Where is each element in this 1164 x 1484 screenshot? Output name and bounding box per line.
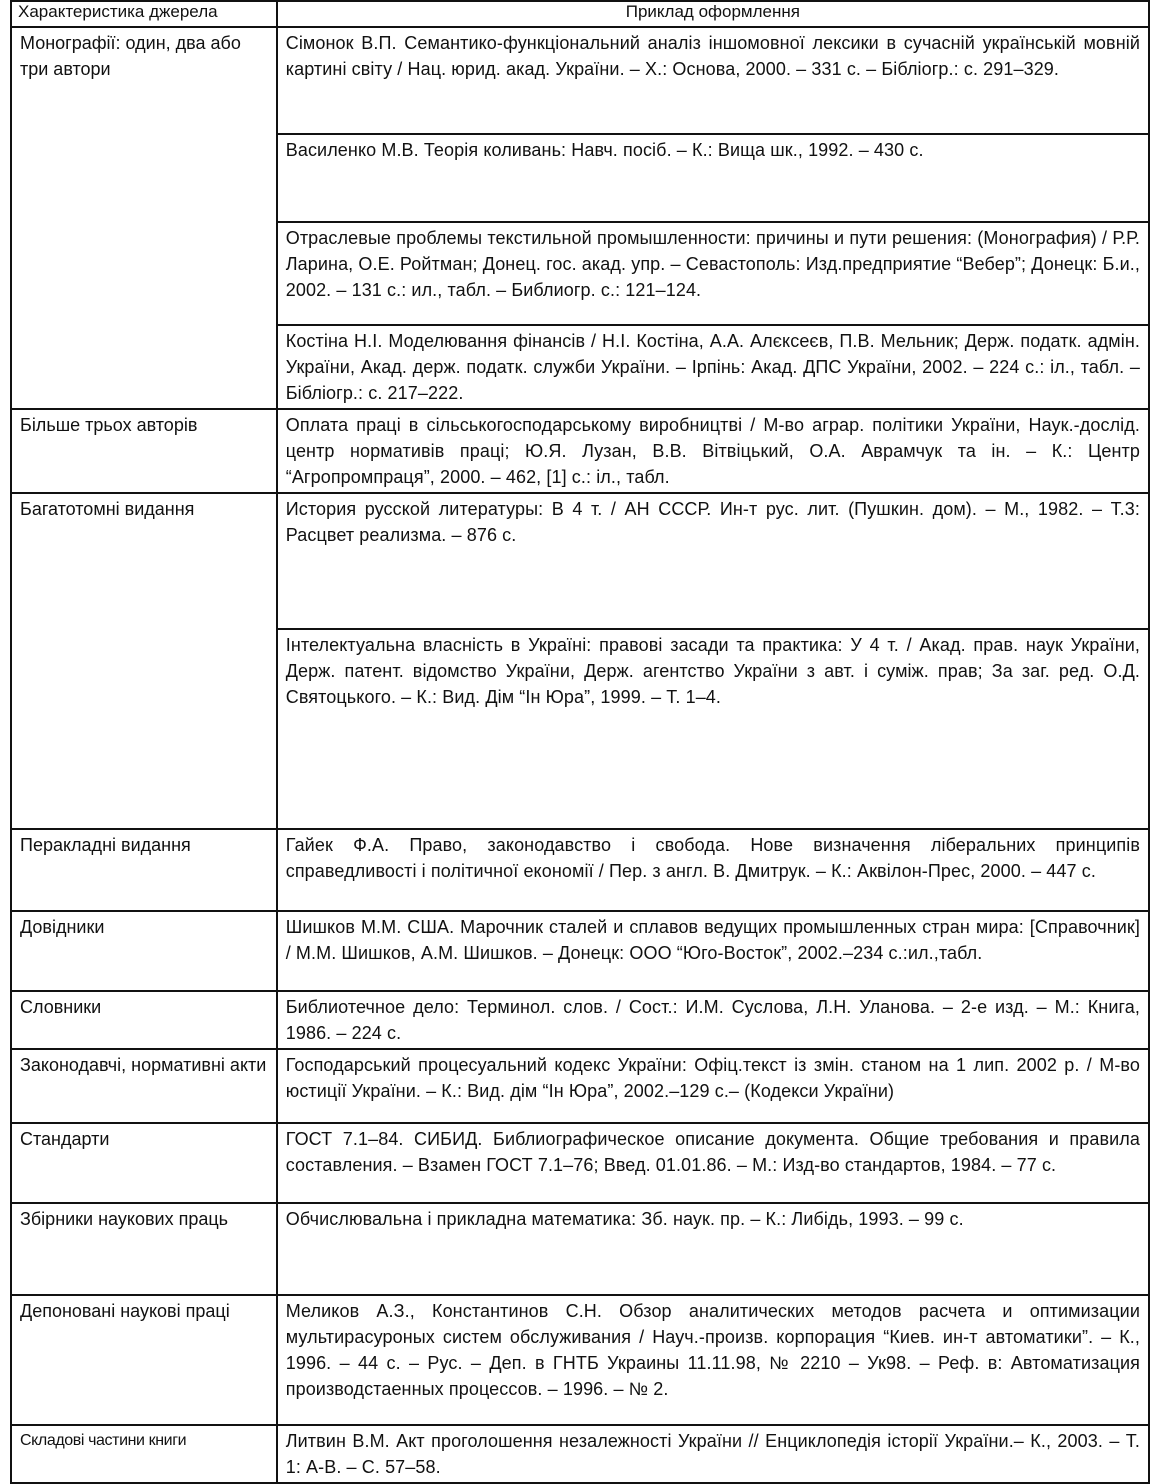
table-row (11, 409, 1149, 493)
example-cell: Інтелектуальна власність в Україні: правові засади та практика: У 4 т. / Акад. прав. наук України, Держ. патент. відомство України, Держ. агентство України з авт. і суміж. прав; За заг. ред. О.Д. Святоцького. – К.: Вид. Дім “Ін Юра”, 1999. – Т. 1–4. (277, 629, 1149, 829)
table-row (11, 1295, 1149, 1425)
table-row (11, 493, 1149, 629)
category-cell: Перакладні видання (11, 829, 277, 911)
example-cell: Василенко М.В. Теорія коливань: Навч. посіб. – К.: Вища шк., 1992. – 430 с. (277, 134, 1149, 222)
category-cell: Багатотомні видання (11, 493, 277, 829)
example-cell: Обчислювальна і прикладна математика: Зб. наук. пр. – К.: Либідь, 1993. – 99 с. (277, 1203, 1149, 1295)
example-cell: Сімонок В.П. Семантико-функціональний аналіз іншомовної лексики в сучасній українській мовній картині світу / Нац. юрид. акад. України. – Х.: Основа, 2000. – 331 с. – Бібліогр.: с. 291–329. (277, 27, 1149, 134)
category-cell: Стандарти (11, 1123, 277, 1203)
category-cell: Складові частини книги (11, 1425, 277, 1483)
example-cell: ГОСТ 7.1–84. СИБИД. Библиографическое описание документа. Общие требования и правила составления. – Взамен ГОСТ 7.1–76; Введ. 01.01.86. – М.: Изд-во стандартов, 1984. – 77 с. (277, 1123, 1149, 1203)
table-header-row (11, 1, 1149, 27)
header-characteristic: Характеристика джерела (11, 1, 277, 27)
bibliography-table (10, 0, 1150, 1484)
example-cell: Шишков М.М. США. Марочник сталей и сплавов ведущих промышленных стран мира: [Справочник] / М.М. Шишков, А.М. Шишков. – Донецк: ООО “Юго-Восток”, 2002.–234 с.:ил.,табл. (277, 911, 1149, 991)
example-cell: Отраслевые проблемы текстильной промышленности: причины и пути решения: (Монография) / Р.Р. Ларина, О.Е. Ройтман; Донец. гос. акад. упр. – Севастополь: Изд.предприятие “Вебер”; Донецк: Б.и., 2002. – 131 с.: ил., табл. – Библиогр. с.: 121–124. (277, 222, 1149, 325)
table-row (11, 27, 1149, 134)
example-cell: Оплата праці в сільськогосподарському виробництві / М-во аграр. політики України, Наук.-дослід. центр нормативів праці; Ю.Я. Лузан, В.В. Вітвіцький, О.А. Аврамчук та ін. – К.: Центр “Агропромпраця”, 2000. – 462, [1] с.: іл., табл. (277, 409, 1149, 493)
category-cell: Довідники (11, 911, 277, 991)
table-row (11, 1123, 1149, 1203)
example-cell: Библиотечное дело: Терминол. слов. / Сост.: И.М. Суслова, Л.Н. Уланова. – 2-е изд. – М.: Книга, 1986. – 224 с. (277, 991, 1149, 1049)
example-cell: История русской литературы: В 4 т. / АН СССР. Ин-т рус. лит. (Пушкин. дом). – М., 1982. – Т.3: Расцвет реализма. – 876 с. (277, 493, 1149, 629)
table-row (11, 1203, 1149, 1295)
category-cell: Більше трьох авторів (11, 409, 277, 493)
category-cell: Депоновані наукові праці (11, 1295, 277, 1425)
category-cell: Монографії: один, два або три автори (11, 27, 277, 409)
category-cell: Словники (11, 991, 277, 1049)
table-row (11, 829, 1149, 911)
example-cell: Костіна Н.І. Моделювання фінансів / Н.І. Костіна, А.А. Алєксеєв, П.В. Мельник; Держ. податк. адмін. України, Акад. держ. податк. служби України. – Ірпінь: Акад. ДПС України, 2002. – 224 с.: іл., табл. – Бібліогр.: с. 217–222. (277, 325, 1149, 409)
example-cell: Меликов А.З., Константинов С.Н. Обзор аналитических методов расчета и оптимизации мультирасуроных систем обслуживания / Науч.-произв. корпорация “Киев. ин-т автоматики”. – К., 1996. – 44 с. – Рус. – Деп. в ГНТБ Украины 11.11.98, № 2210 – Ук98. – Реф. в: Автоматизация производстаенных процессов. – 1996. – № 2. (277, 1295, 1149, 1425)
table-row (11, 1425, 1149, 1483)
category-cell: Законодавчі, нормативні акти (11, 1049, 277, 1123)
table-row (11, 991, 1149, 1049)
example-cell: Гайек Ф.А. Право, законодавство і свобода. Нове визначення ліберальних принципів справедливості і політичної економії / Пер. з англ. В. Дмитрук. – К.: Аквілон-Прес, 2000. – 447 с. (277, 829, 1149, 911)
example-cell: Литвин В.М. Акт проголошення незалежності України // Енциклопедія історії України.– К., 2003. – Т. 1: А-В. – С. 57–58. (277, 1425, 1149, 1483)
table-row (11, 911, 1149, 991)
table-row (11, 1049, 1149, 1123)
header-example: Приклад оформлення (277, 1, 1149, 27)
example-cell: Господарський процесуальний кодекс України: Офіц.текст із змін. станом на 1 лип. 2002 р. / М-во юстиції України. – К.: Вид. дім “Ін Юра”, 2002.–129 с.– (Кодекси України) (277, 1049, 1149, 1123)
document-page (10, 0, 1155, 1477)
category-cell: Збірники наукових праць (11, 1203, 277, 1295)
